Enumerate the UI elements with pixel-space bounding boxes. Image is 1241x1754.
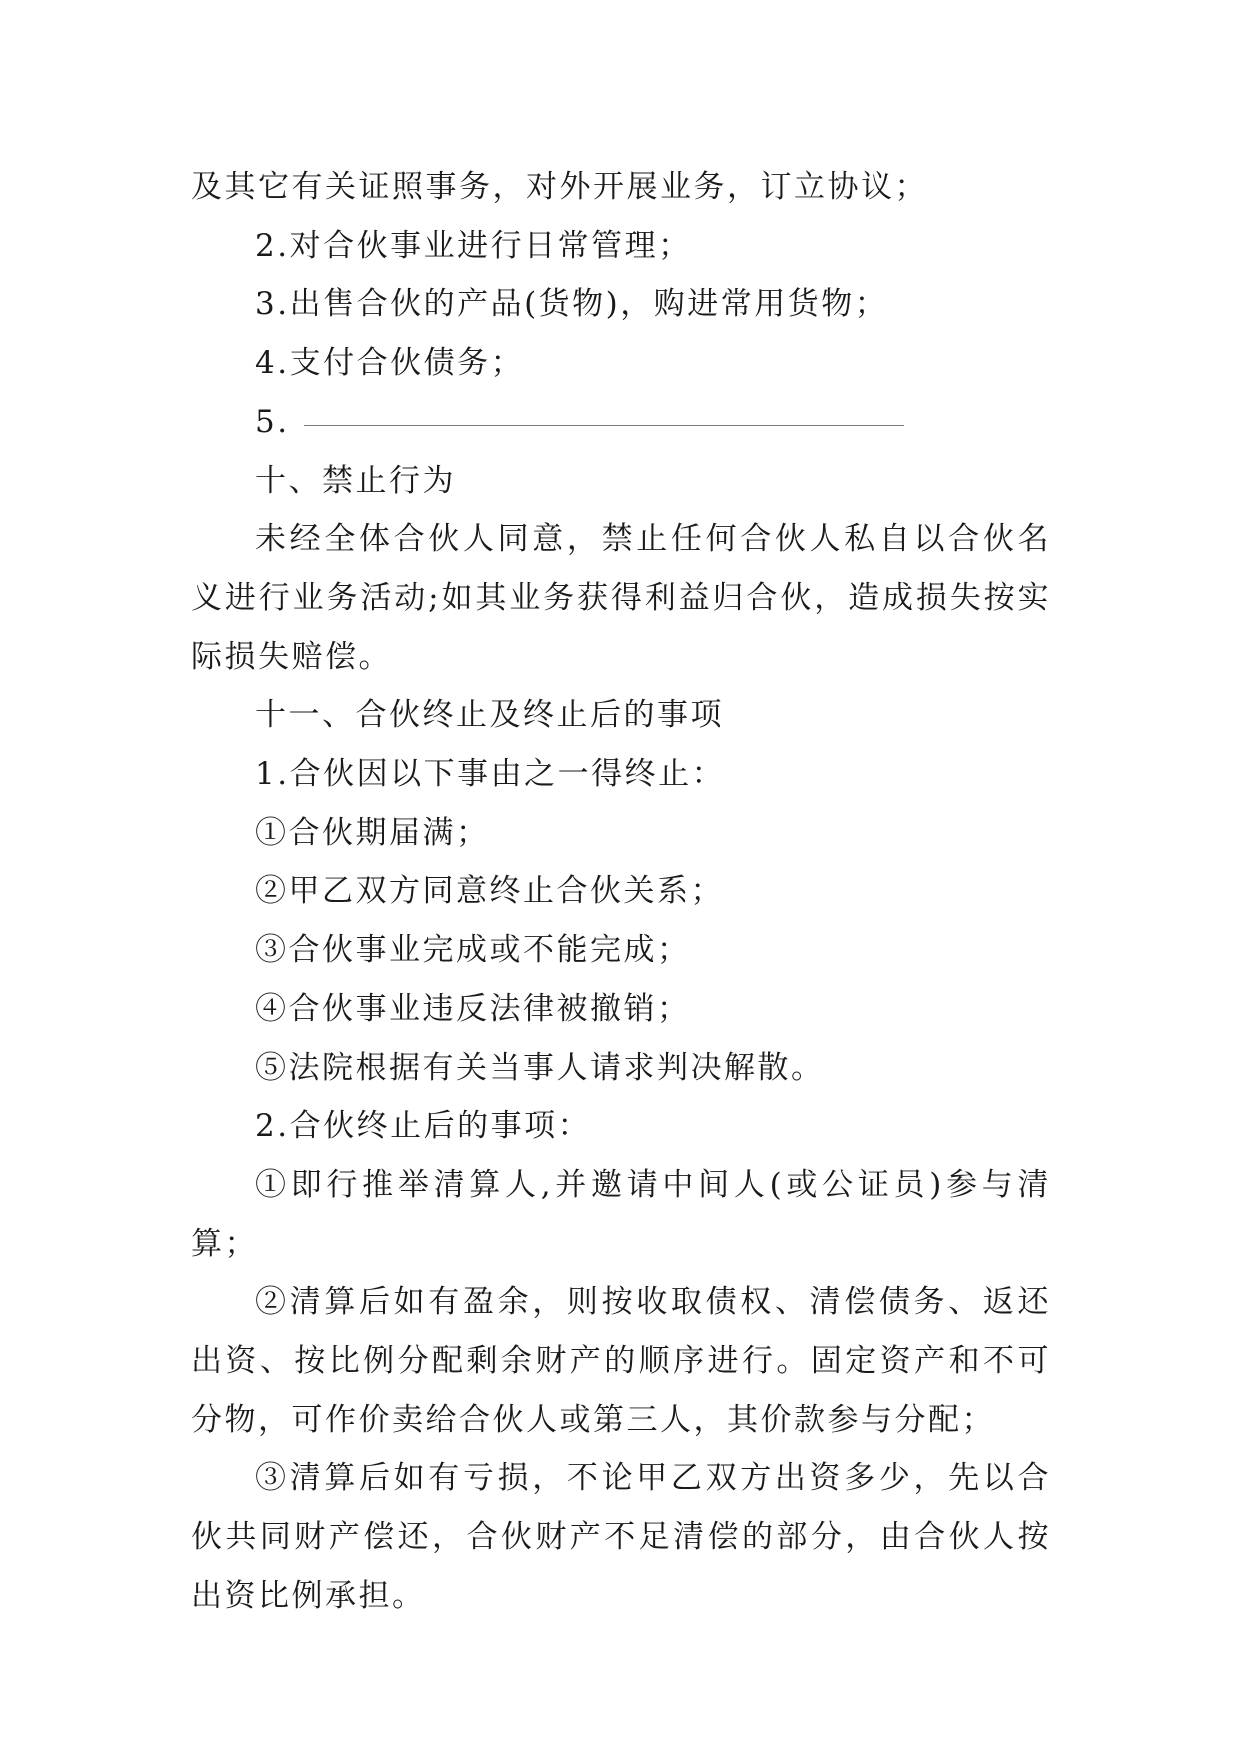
list-item-pay-debts: 4.支付合伙债务； [255,345,525,382]
section-heading-prohibited-acts: 十、禁止行为 [255,462,456,499]
paragraph-prohibited-acts: 未经全体合伙人同意，禁止任何合伙人私自以合伙名义进行业务活动;如其业务获得利益归合伙，造成损失按实际损失赔偿。 [191,521,1051,675]
document-body [191,158,1051,1626]
list-item-number: 5. [255,403,290,440]
paragraph-continuation: 及其它有关证照事务，对外开展业务，订立协议； [191,169,928,205]
list-item-daily-management: 2.对合伙事业进行日常管理； [255,227,692,264]
list-item-term-expired: ①合伙期届满； [255,814,490,851]
list-item-termination-causes: 1.合伙因以下事由之一得终止： [255,756,726,793]
list-item-surplus-distribution: ②清算后如有盈余，则按收取债权、清偿债务、返还出资、按比例分配剩余财产的顺序进行。固定资产和不可分物，可作价卖给合伙人或第三人，其价款参与分配； [191,1284,1051,1438]
list-item-liquidator: ①即行推举清算人,并邀请中间人(或公证员)参与清算； [191,1166,1051,1262]
list-item-revoked: ④合伙事业违反法律被撤销； [255,990,691,1027]
list-item-blank-fill [191,393,1051,452]
list-item-business-completed: ③合伙事业完成或不能完成； [255,932,691,969]
list-item-mutual-agreement: ②甲乙双方同意终止合伙关系； [255,873,724,910]
list-item-sell-products: 3.出售合伙的产品(货物)，购进常用货物； [255,286,889,323]
list-item-court-dissolution: ⑤法院根据有关当事人请求判决解散。 [255,1049,825,1086]
section-heading-termination: 十一、合伙终止及终止后的事项 [255,697,724,734]
list-item-post-termination: 2.合伙终止后的事项： [255,1108,592,1145]
fill-in-blank-line [304,424,904,426]
list-item-loss-sharing: ③清算后如有亏损，不论甲乙双方出资多少，先以合伙共同财产偿还，合伙财产不足清偿的部分，由合伙人按出资比例承担。 [191,1460,1051,1614]
